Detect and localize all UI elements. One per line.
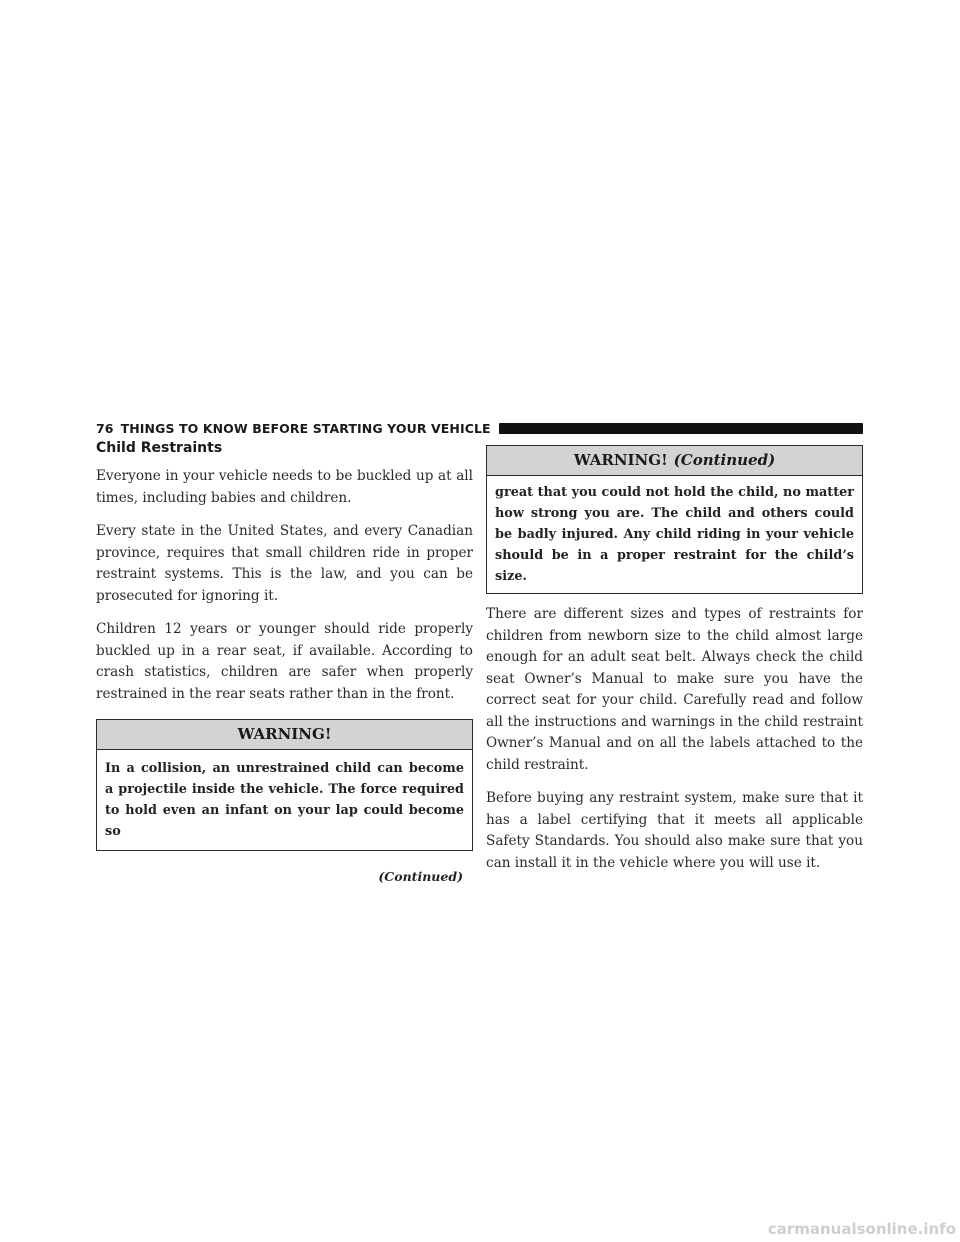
paragraph: Children 12 years or younger should ride properly buckled up in a rear seat, if available. According to crash statistics, children are safer when properly restrained in the rear seats rather than in the front. (96, 621, 473, 702)
right-column (486, 445, 863, 886)
warning-box (96, 719, 473, 851)
page-number: 76 (96, 420, 114, 436)
continued-label: (Continued) (378, 869, 463, 884)
paragraph: Everyone in your vehicle needs to be buckled up at all times, including babies and children. (96, 468, 473, 506)
left-column (96, 440, 473, 884)
paragraph: There are different sizes and types of restraints for children from newborn size to the child almost large enough for an adult seat belt. Always check the child seat Owner’s Manual to make sure you have the correct seat for your child. Carefully read and follow all the instructions and warnings in the child restraint Owner’s Manual and on all the labels attached to the child restraint. (486, 606, 863, 773)
warning-header (97, 720, 472, 750)
chapter-title: THINGS TO KNOW BEFORE STARTING YOUR VEHICLE (120, 420, 491, 436)
warning-title: WARNING! (573, 451, 668, 469)
page-header (96, 418, 863, 438)
warning-text: In a collision, an unrestrained child can become a projectile inside the vehicle. The force required to hold even an infant on your lap could become so (105, 761, 464, 839)
warning-continued-label: (Continued) (673, 451, 776, 469)
paragraph: Every state in the United States, and every Canadian province, requires that small children ride in proper restraint systems. This is the law, and you can be prosecuted for ignoring it. (96, 523, 473, 604)
watermark: carmanualsonline.info (767, 1220, 956, 1238)
section-title: Child Restraints (96, 440, 223, 456)
warning-text: great that you could not hold the child, no matter how strong you are. The child and others could be badly injured. Any child riding in your vehicle should be in a proper restraint for the child’s size. (495, 485, 854, 584)
warning-box-continued (486, 445, 863, 594)
paragraph: Before buying any restraint system, make sure that it has a label certifying that it meets all applicable Safety Standards. You should also make sure that you can install it in the vehicle where you will use it. (486, 790, 863, 871)
warning-title: WARNING! (237, 725, 332, 743)
warning-header (487, 446, 862, 476)
header-rule (499, 423, 863, 434)
